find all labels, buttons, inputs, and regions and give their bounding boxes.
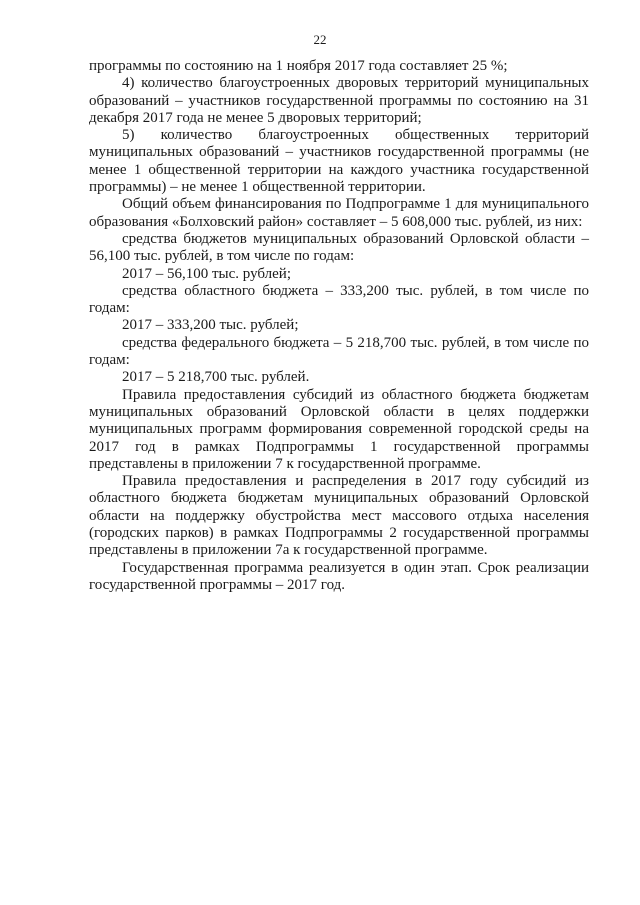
paragraph-item-5: 5) количество благоустроенных общественных территорий муниципальных образований – участников государственной программы (не менее 1 общественной территории на каждого участника государственной программы) – не менее 1 общественной территории.: [89, 127, 589, 196]
paragraph-federal-2017: 2017 – 5 218,700 тыс. рублей.: [122, 369, 310, 386]
paragraph-item-4: 4) количество благоустроенных дворовых территорий муниципальных образований – участников государственной программы по состоянию на 31 декабря 2017 года не менее 5 дворовых территорий;: [89, 75, 589, 126]
document-body: [89, 58, 589, 594]
paragraph-subsidy-rules: Правила предоставления субсидий из областного бюджета бюджетам муниципальных образований Орловской области в целях поддержки муниципальных программ формирования современной городской среды на 2017 год в рамках Подпрограммы 1 государственной программы представлены в приложении 7 к государственной программе.: [89, 386, 589, 472]
paragraph-program-term: Государственная программа реализуется в один этап. Срок реализации государственной программы – 2017 год.: [89, 559, 589, 593]
paragraph-program-status: программы по состоянию на 1 ноября 2017 года составляет 25 %;: [89, 58, 508, 74]
paragraph-regional-2017: 2017 – 333,200 тыс. рублей;: [122, 317, 299, 334]
paragraph-federal-budget: средства федерального бюджета – 5 218,700 тыс. рублей, в том числе по годам:: [89, 334, 589, 369]
page-number: 22: [313, 32, 327, 47]
paragraph-municipal-2017: 2017 – 56,100 тыс. рублей;: [122, 265, 291, 282]
paragraph-subsidy-distribution-rules: Правила предоставления и распределения в 2017 году субсидий из областного бюджета бюджетам муниципальных образований Орловской области на поддержку обустройства мест массового отдыха населения (городских парков) в рамках Подпрограммы 2 государственной программы представлены в приложении 7а к государственной программе.: [89, 473, 589, 559]
paragraph-regional-budget: средства областного бюджета – 333,200 тыс. рублей, в том числе по годам:: [89, 282, 589, 317]
paragraph-total-funding: Общий объем финансирования по Подпрограмме 1 для муниципального образования «Болховский район» составляет – 5 608,000 тыс. рублей, из них:: [89, 196, 589, 230]
paragraph-municipal-budget: средства бюджетов муниципальных образований Орловской области – 56,100 тыс. рублей, в том числе по годам:: [89, 230, 589, 265]
